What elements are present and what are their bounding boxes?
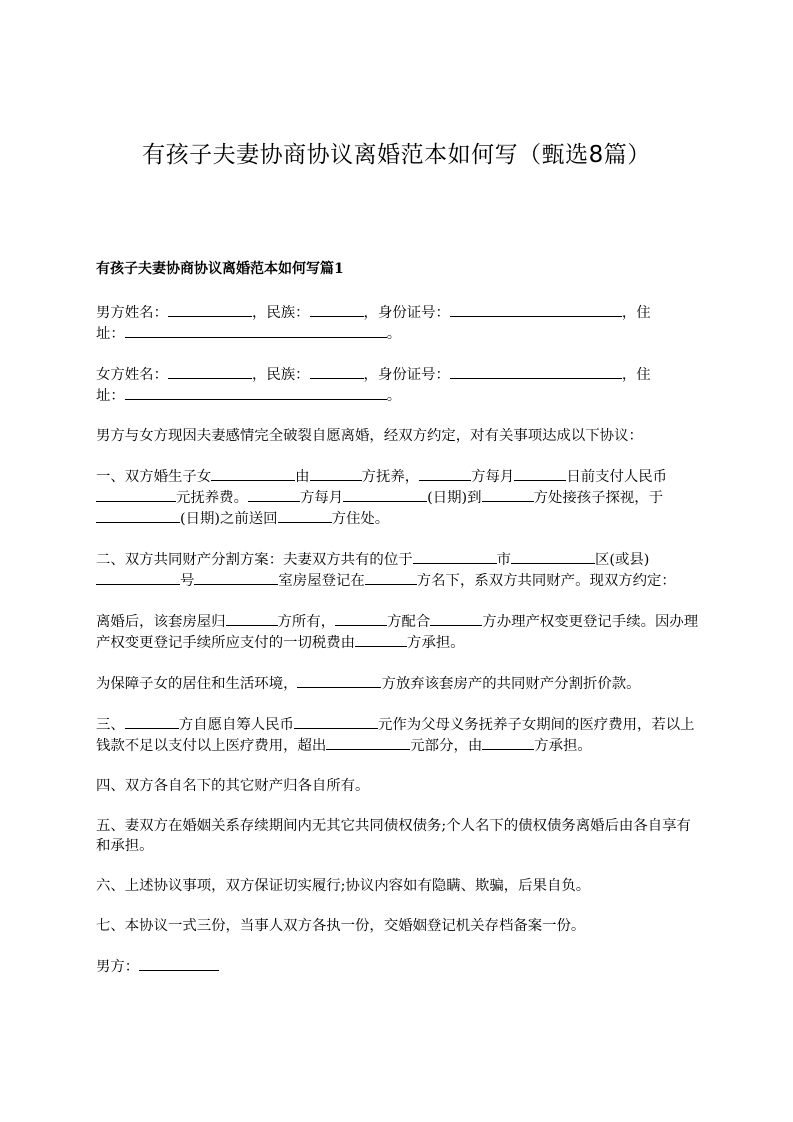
male-name-blank bbox=[168, 302, 252, 317]
document-title: 有孩子夫妻协商协议离婚范本如何写（甄选8篇） bbox=[142, 142, 651, 168]
clause-2-house: 离婚后，该套房屋归 方所有， 方配合 方办理产权变更登记手续。因办理产权变更登记手续所应支付的一切税费由 方承担。 bbox=[96, 611, 702, 653]
female-name-blank bbox=[168, 364, 252, 379]
clause-7: 七、本协议一式三份，当事人双方各执一份，交婚姻登记机关存档备案一份。 bbox=[96, 918, 586, 934]
clause-4: 四、双方各自名下的其它财产归各自所有。 bbox=[96, 778, 370, 794]
male-signature-blank bbox=[139, 956, 219, 971]
section-heading: 有孩子夫妻协商协议离婚范本如何写篇1 bbox=[96, 261, 344, 277]
intro-paragraph: 男方与女方现因夫妻感情完全破裂自愿离婚，经双方约定，对有关事项达成以下协议： bbox=[96, 428, 643, 444]
female-ethnicity-blank bbox=[310, 364, 364, 379]
male-id-blank bbox=[450, 302, 622, 317]
female-info-line: 女方姓名： ，民族： ，身份证号： ，住 址： 。 bbox=[96, 364, 702, 406]
male-signature-line: 男方： bbox=[96, 956, 702, 977]
clause-5: 五、妻双方在婚姻关系存续期间内无其它共同债权债务;个人名下的债权债务离婚后由各自享有和承担。 bbox=[96, 818, 691, 854]
clause-2: 二、双方共同财产分割方案：夫妻双方共有的位于 市 区(或县) 号 室房屋登记在 方名下，系双方共同财产。现双方约定： bbox=[96, 549, 702, 591]
male-ethnicity-blank bbox=[310, 302, 364, 317]
female-address-blank bbox=[125, 385, 387, 400]
clause-3: 三、 方自愿自筹人民币 元作为父母义务抚养子女期间的医疗费用，若以上钱款不足以支付以上医疗费用，超出 元部分，由 方承担。 bbox=[96, 714, 702, 756]
clause-6: 六、上述协议事项，双方保证切实履行;协议内容如有隐瞒、欺骗，后果自负。 bbox=[96, 878, 591, 894]
female-id-blank bbox=[450, 364, 622, 379]
clause-2-waiver: 为保障子女的居住和生活环境， 方放弃该套房产的共同财产分割折价款。 bbox=[96, 673, 702, 694]
male-info-line: 男方姓名： ，民族： ，身份证号： ，住 址： 。 bbox=[96, 302, 702, 344]
clause-1: 一、双方婚生子女 由 方抚养， 方每月 日前支付人民币元抚养费。 方每月 (日期)到 方处接孩子探视，于(日期)之前送回 方住处。 bbox=[96, 466, 702, 529]
male-address-blank bbox=[125, 323, 387, 338]
agreement-body bbox=[96, 302, 702, 997]
